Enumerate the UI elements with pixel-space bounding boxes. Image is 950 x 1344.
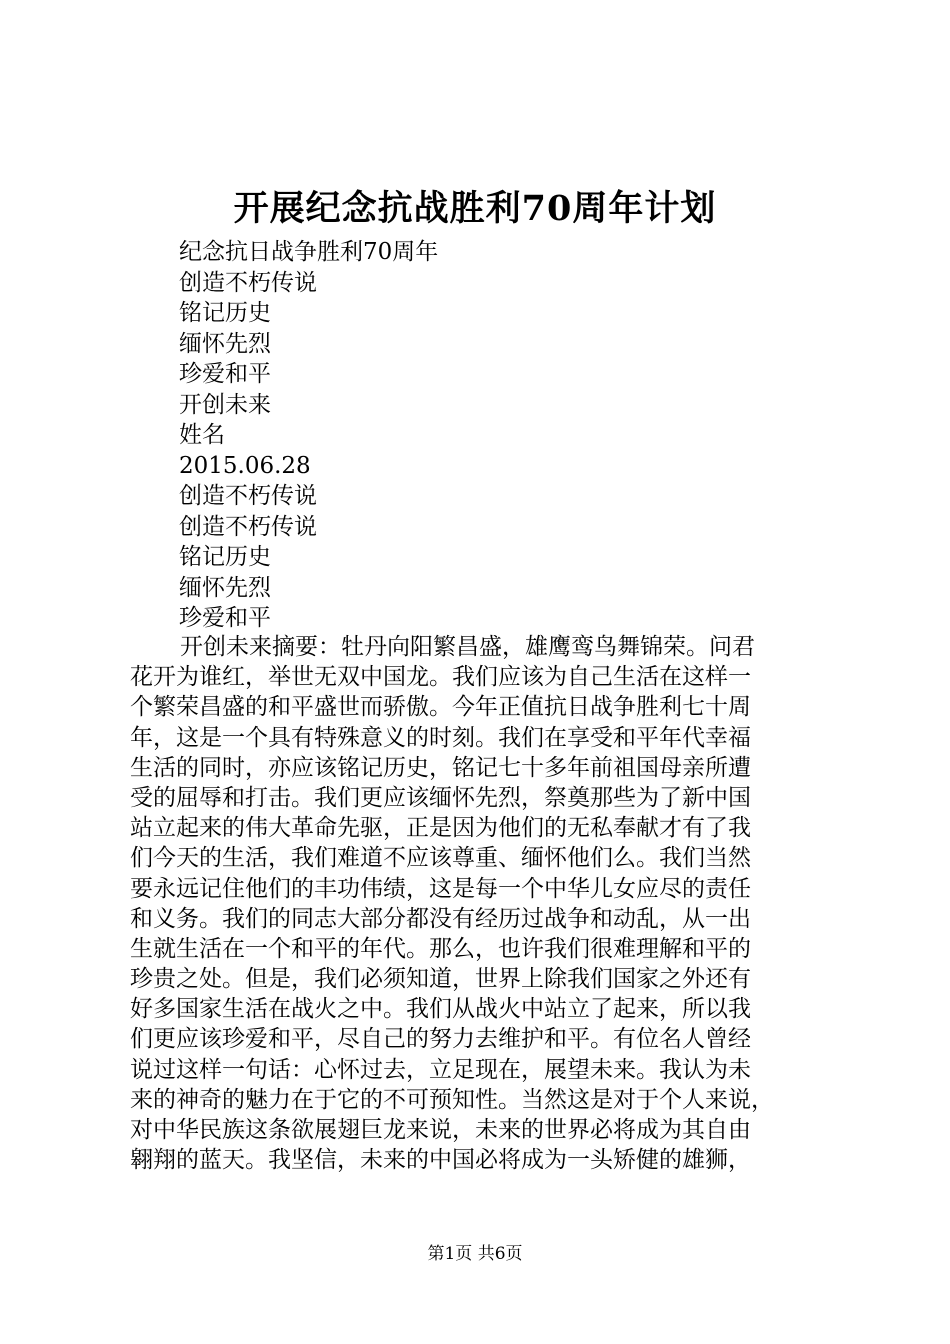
text-line: 珍爱和平 <box>179 605 271 631</box>
paragraph-line: 生活的同时，亦应该铭记历史，铭记七十多年前祖国母亲所遭 <box>130 754 751 781</box>
paragraph-line: 要永远记住他们的丰功伟绩，这是每一个中华儿女应尽的责任 <box>130 875 751 902</box>
date-line: 2015.06.28 <box>179 452 311 479</box>
text-line: 开创未来 <box>179 391 271 418</box>
paragraph-line: 说过这样一句话：心怀过去，立足现在，展望未来。我认为未 <box>130 1056 751 1083</box>
paragraph-line: 生就生活在一个和平的年代。那么，也许我们很难理解和平的 <box>130 935 751 962</box>
paragraph-line: 好多国家生活在战火之中。我们从战火中站立了起来，所以我 <box>130 996 751 1023</box>
text-line: 创造不朽传说 <box>179 483 317 509</box>
paragraph-line: 和义务。我们的同志大部分都没有经历过战争和动乱，从一出 <box>130 905 751 932</box>
paragraph-line: 来的神奇的魅力在于它的不可预知性。当然这是对于个人来说， <box>130 1086 774 1113</box>
name-label: 姓名 <box>179 422 225 448</box>
paragraph-line: 年，这是一个具有特殊意义的时刻。我们在享受和平年代幸福 <box>130 724 751 751</box>
text-line: 缅怀先烈 <box>179 330 271 357</box>
text-line: 铭记历史 <box>179 544 271 570</box>
paragraph-line: 个繁荣昌盛的和平盛世而骄傲。今年正值抗日战争胜利七十周 <box>130 694 751 721</box>
paragraph-line: 花开为谁红，举世无双中国龙。我们应该为自己生活在这样一 <box>130 664 751 691</box>
text-line: 纪念抗日战争胜利70周年 <box>179 239 439 265</box>
paragraph-line: 开创未来摘要：牡丹向阳繁昌盛，雄鹰鸾鸟舞锦荣。问君 <box>180 634 755 660</box>
text-line: 珍爱和平 <box>179 361 271 387</box>
paragraph-line: 翱翔的蓝天。我坚信，未来的中国必将成为一头矫健的雄狮， <box>130 1147 751 1174</box>
document-title: 开展纪念抗战胜利70周年计划 <box>233 188 717 229</box>
text-line: 铭记历史 <box>179 300 271 326</box>
paragraph-line: 们今天的生活，我们难道不应该尊重、缅怀他们么。我们当然 <box>130 845 751 872</box>
paragraph-line: 珍贵之处。但是，我们必须知道，世界上除我们国家之外还有 <box>130 966 751 993</box>
text-line: 缅怀先烈 <box>179 574 271 601</box>
paragraph-line: 站立起来的伟大革命先驱，正是因为他们的无私奉献才有了我 <box>130 815 751 842</box>
paragraph-line: 们更应该珍爱和平，尽自己的努力去维护和平。有位名人曾经 <box>130 1026 751 1053</box>
page-footer: 第1页 共6页 <box>427 1244 523 1264</box>
paragraph-line: 对中华民族这条欲展翅巨龙来说，未来的世界必将成为其自由 <box>130 1117 751 1143</box>
text-line: 创造不朽传说 <box>179 269 317 296</box>
body-paragraph <box>130 632 830 1175</box>
text-line: 创造不朽传说 <box>179 513 317 540</box>
paragraph-line: 受的屈辱和打击。我们更应该缅怀先烈，祭奠那些为了新中国 <box>130 784 751 811</box>
heading-lines <box>179 237 879 634</box>
